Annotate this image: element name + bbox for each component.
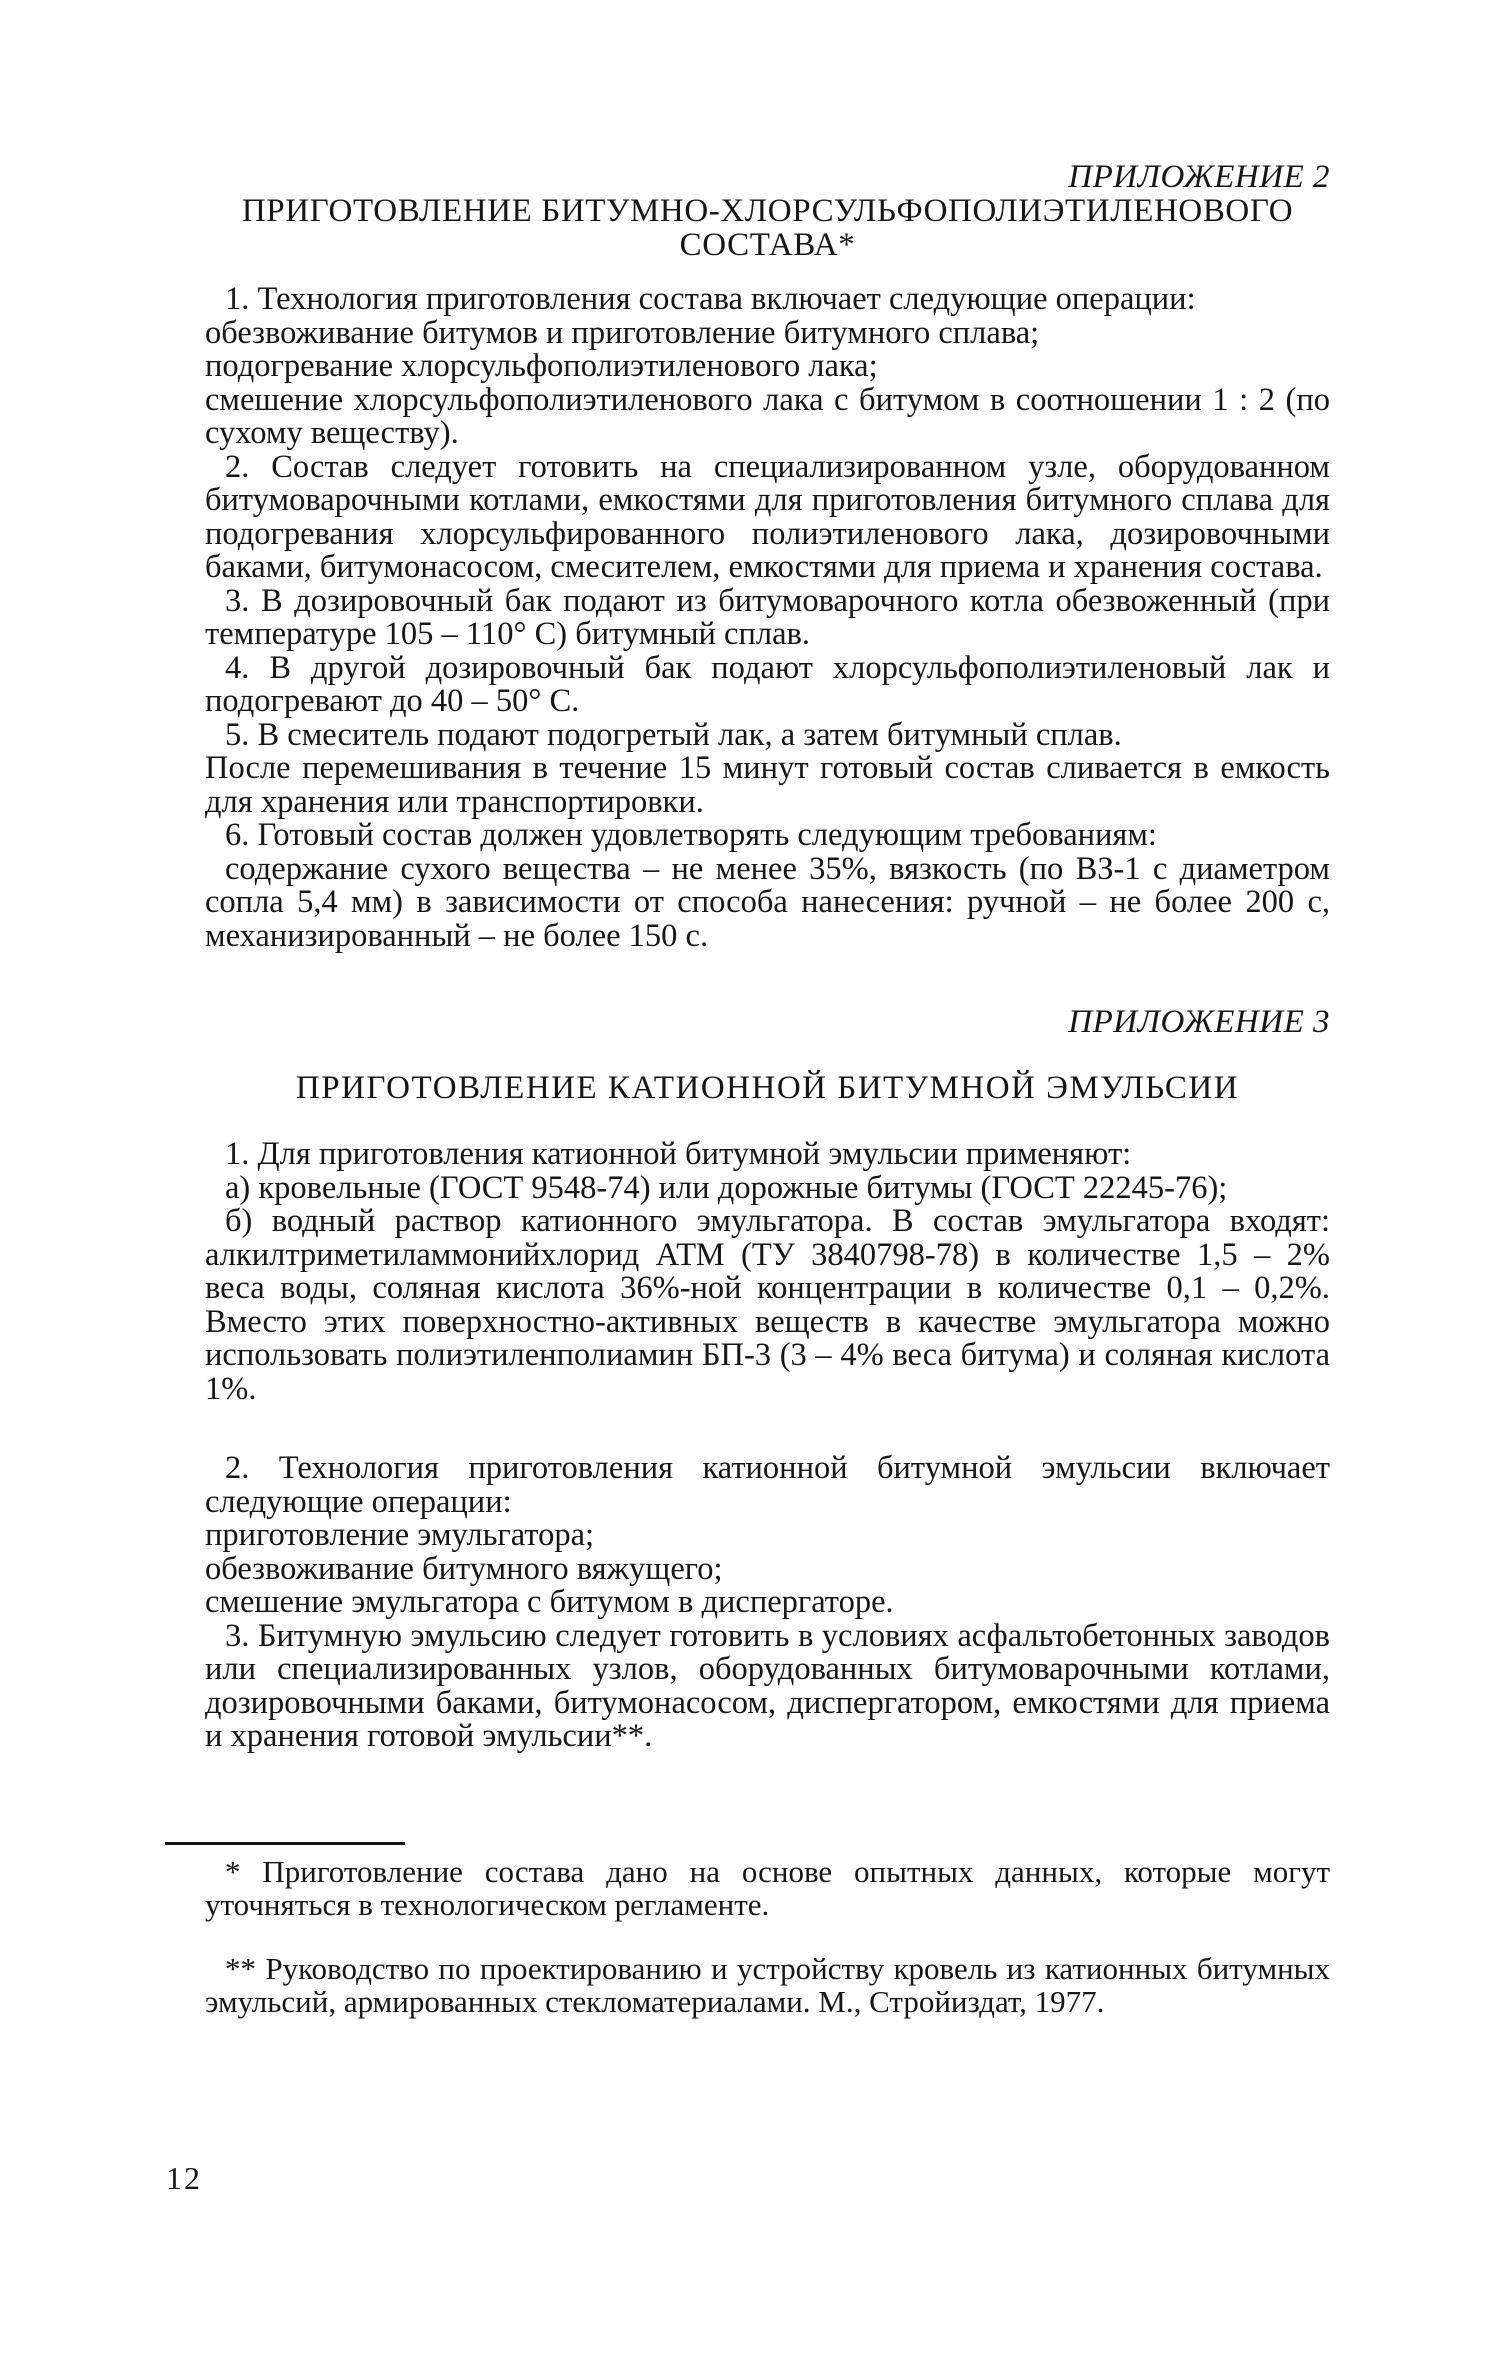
appendix-3-item-a: а) кровельные (ГОСТ 9548-74) или дорожные битумы (ГОСТ 22245-76);	[225, 1169, 1228, 1206]
appendix-3-item-b: б) водный раствор катионного эмульгатора. В состав эмульгатора входят: алкилтриметиламмонийхлорид АТМ (ТУ 3840798-78) в количестве 1,5 – 2% веса воды, соляная кислота 36%-ной концентрации в количестве 0,1 – 0,2%. Вместо этих поверхностно-активных веществ в качестве эмульгатора можно использовать полиэтиленполиамин БП-3 (3 – 4% веса битума) и соляная кислота 1%.	[205, 1203, 1330, 1407]
appendix-2-operation-2: подогревание хлорсульфополиэтиленового лака;	[205, 348, 878, 384]
appendix-2-title-line2: СОСТАВА*	[679, 227, 856, 263]
appendix-2-paragraph-2: 2. Состав следует готовить на специализированном узле, оборудованном битумоварочными котлами, емкостями для приготовления битумного сплава для подогревания хлорсульфированного полиэтиленового лака, дозировочными баками, битумонасосом, смесителем, емкостями для приема и хранения состава.	[205, 448, 1330, 585]
footnote-2: ** Руководство по проектированию и устройству кровель из катионных битумных эмульсий, армированных стекломатериалами. М., Стройиздат, 1977.	[205, 1950, 1330, 2019]
appendix-3	[205, 1005, 1330, 1754]
page-content	[205, 160, 1330, 2019]
page-number: 12	[166, 2160, 202, 2196]
appendix-3-paragraph-3: 3. Битумную эмульсию следует готовить в условиях асфальтобетонных заводов или специализированных узлов, оборудованных битумоварочными котлами, дозировочными баками, битумонасосом, диспергатором, емкостями для приема и хранения готовой эмульсии**.	[205, 1617, 1330, 1754]
appendix-2-paragraph-6b: содержание сухого вещества – не менее 35%, вязкость (по ВЗ-1 с диаметром сопла 5,4 мм) в зависимости от способа нанесения: ручной – не более 200 с, механизированный – не более 150 с.	[205, 850, 1330, 954]
appendix-2-paragraph-4: 4. В другой дозировочный бак подают хлорсульфополиэтиленовый лак и подогревают до 40 – 50° С.	[205, 649, 1330, 719]
appendix-3-operation-3: смешение эмульгатора с битумом в диспергаторе.	[205, 1584, 894, 1620]
footnote-1: * Приготовление состава дано на основе опытных данных, которые могут уточняться в технологическом регламенте.	[205, 1853, 1330, 1922]
appendix-2-paragraph-3: 3. В дозировочный бак подают из битумоварочного котла обезвоженный (при температуре 105 – 110° С) битумный сплав.	[205, 582, 1330, 652]
appendix-2	[205, 160, 1330, 953]
appendix-3-operation-2: обезвоживание битумного вяжущего;	[205, 1550, 723, 1587]
appendix-3-paragraph-1: 1. Для приготовления катионной битумной эмульсии применяют:	[225, 1136, 1132, 1172]
appendix-2-operation-1: обезвоживание битумов и приготовление битумного сплава;	[205, 314, 1040, 351]
footnotes	[205, 1842, 1330, 2019]
appendix-2-title-line1: ПРИГОТОВЛЕНИЕ БИТУМНО-ХЛОРСУЛЬФОПОЛИЭТИЛЕНОВОГО	[241, 193, 1294, 229]
appendix-2-label: ПРИЛОЖЕНИЕ 2	[1068, 159, 1330, 195]
appendix-2-paragraph-6: 6. Готовый состав должен удовлетворять следующим требованиям:	[225, 817, 1157, 853]
appendix-2-paragraph-1: 1. Технология приготовления состава включает следующие операции:	[225, 281, 1196, 317]
appendix-2-paragraph-5b: После перемешивания в течение 15 минут готовый состав сливается в емкость для хранения или транспортировки.	[205, 750, 1330, 820]
appendix-2-paragraph-5: 5. В смеситель подают подогретый лак, а затем битумный сплав.	[225, 716, 1122, 753]
appendix-3-operation-1: приготовление эмульгатора;	[205, 1517, 595, 1553]
appendix-3-label: ПРИЛОЖЕНИЕ 3	[1068, 1004, 1330, 1040]
appendix-3-title: ПРИГОТОВЛЕНИЕ КАТИОННОЙ БИТУМНОЙ ЭМУЛЬСИИ	[295, 1070, 1240, 1106]
appendix-2-operation-3: смешение хлорсульфополиэтиленового лака с битумом в соотношении 1 : 2 (по сухому веществу).	[205, 381, 1330, 451]
appendix-3-paragraph-2: 2. Технология приготовления катионной битумной эмульсии включает следующие операции:	[205, 1450, 1330, 1520]
